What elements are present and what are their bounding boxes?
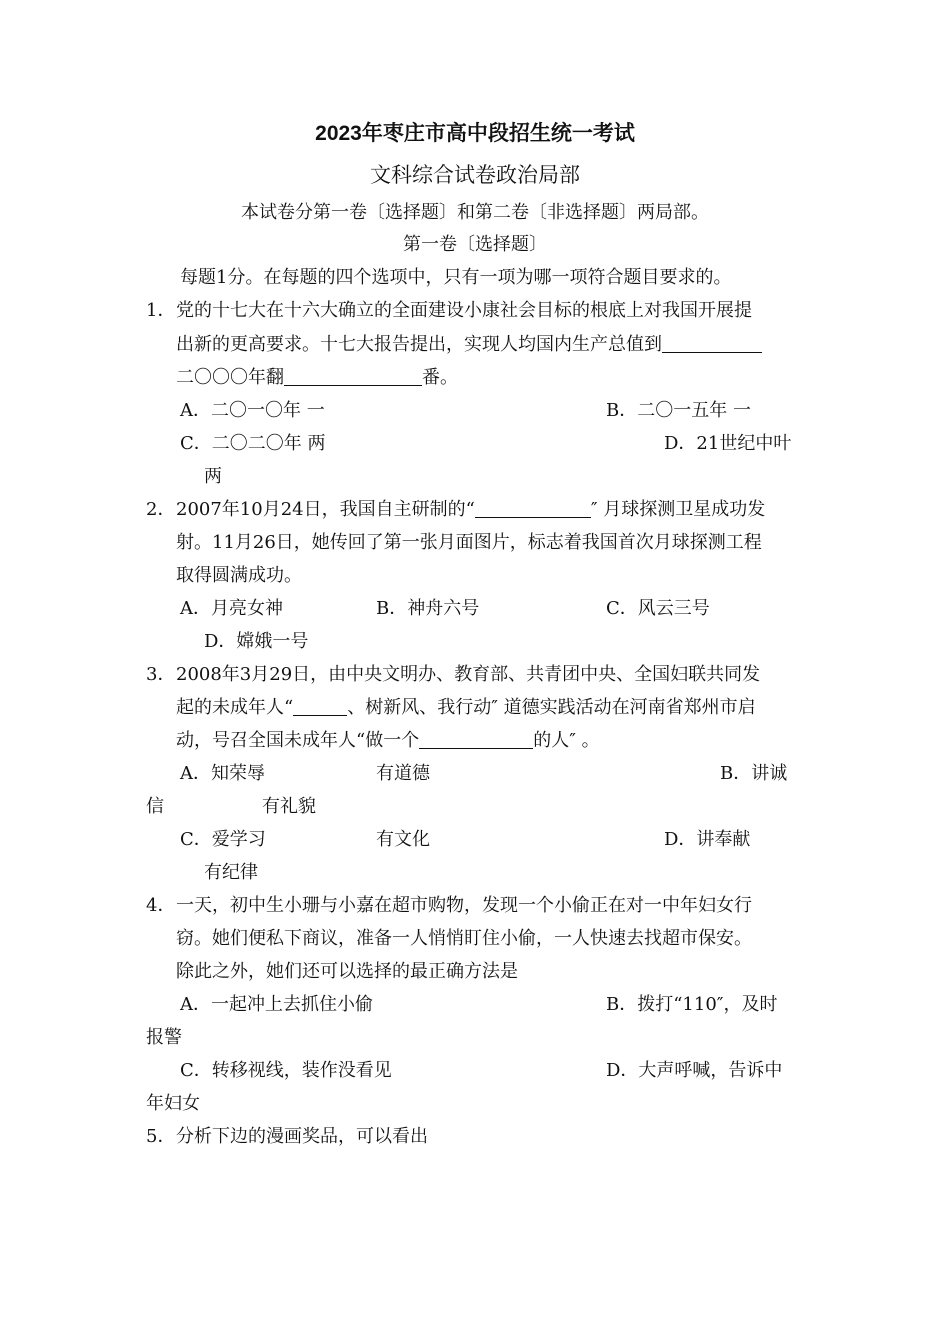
q2-line1-text-a: 2007年10月24日，我国自主研制的“ — [176, 499, 475, 520]
q2-line3: 取得圆满成功。 — [176, 565, 302, 586]
q1-option-d-cont: 两 — [204, 466, 222, 487]
q1-line3-text-b: 番。 — [422, 367, 458, 388]
q1-option-a: A．二〇一〇年 一 — [180, 400, 325, 421]
q3-line3-text-b: 的人″ 。 — [533, 730, 600, 751]
q3-line2-text-a: 起的未成年人“ — [176, 697, 294, 718]
q4-option-d: D．大声呼喊，告诉中 — [606, 1060, 783, 1081]
q4-number: 4． — [146, 895, 176, 916]
q1-line2-text: 出新的更高要求。十七大报告提出，实现人均国内生产总值到 — [176, 334, 662, 355]
q4-option-d-cont: 年妇女 — [146, 1093, 200, 1114]
q3-option-a-detail: 有道德 — [376, 763, 430, 784]
q3-blank-1 — [293, 697, 347, 716]
instruction-text: 每题1分。在每题的四个选项中，只有一项为哪一项符合题目要求的。 — [180, 267, 732, 288]
q3-option-b-cont: 信 — [146, 796, 164, 817]
q1-blank-1 — [662, 334, 762, 353]
q2-option-a: A．月亮女神 — [180, 598, 283, 619]
exam-intro: 本试卷分第一卷〔选择题〕和第二卷〔非选择题〕两局部。 — [241, 202, 709, 223]
q5-number: 5． — [146, 1126, 176, 1147]
q1-line2 — [176, 333, 762, 357]
q2-option-d: D．嫦娥一号 — [204, 631, 309, 652]
q4-option-a: A．一起冲上去抓住小偷 — [180, 994, 373, 1015]
q4-line3: 除此之外，她们还可以选择的最正确方法是 — [176, 961, 518, 982]
exam-subtitle: 文科综合试卷政治局部 — [370, 163, 580, 187]
q3-option-b-detail: 有礼貌 — [262, 796, 316, 817]
q3-blank-2 — [419, 730, 533, 749]
q1-blank-2 — [284, 367, 422, 386]
q2-line2: 射。11月26日，她传回了第一张月面图片，标志着我国首次月球探测工程 — [176, 532, 762, 553]
q1-line3-text-a: 二〇〇〇年翻 — [176, 367, 284, 388]
q4-option-b: B．拨打“110″，及时 — [606, 994, 778, 1015]
q1-line3 — [176, 366, 458, 390]
q5-line1: 分析下边的漫画奖品，可以看出 — [176, 1126, 428, 1147]
exam-title: 2023年枣庄市高中段招生统一考试 — [315, 122, 635, 145]
q3-line2 — [176, 696, 756, 720]
q2-number: 2． — [146, 499, 176, 520]
q2-blank — [475, 499, 591, 518]
q3-line3-text-a: 动，号召全国未成年人“做一个 — [176, 730, 420, 751]
q3-option-a: A．知荣辱 — [180, 763, 265, 784]
q4-option-b-cont: 报警 — [146, 1027, 182, 1048]
q3-option-d-detail: 有纪律 — [204, 862, 258, 883]
q2-option-c: C．风云三号 — [606, 598, 710, 619]
q2-line1-text-b: ″ 月球探测卫星成功发 — [590, 499, 766, 520]
q4-line1: 一天，初中生小珊与小嘉在超市购物，发现一个小偷正在对一中年妇女行 — [176, 895, 752, 916]
q3-option-b: B．讲诚 — [720, 763, 788, 784]
section-heading: 第一卷〔选择题〕 — [403, 234, 547, 255]
q3-line2-text-b: 、树新风、我行动″ 道德实践活动在河南省郑州市启 — [347, 697, 756, 718]
q2-line1 — [176, 498, 765, 522]
q3-line1: 2008年3月29日，由中央文明办、教育部、共青团中央、全国妇联共同发 — [176, 664, 761, 685]
q2-option-b: B．神舟六号 — [376, 598, 480, 619]
q1-option-b: B．二〇一五年 一 — [606, 400, 751, 421]
q1-option-c: C．二〇二〇年 两 — [180, 433, 326, 454]
q1-line1: 党的十七大在十六大确立的全面建设小康社会目标的根底上对我国开展提 — [176, 300, 752, 321]
q3-option-d: D．讲奉献 — [664, 829, 751, 850]
q3-line3 — [176, 729, 600, 753]
q3-option-c-detail: 有文化 — [376, 829, 430, 850]
q3-number: 3． — [146, 664, 176, 685]
q4-option-c: C．转移视线，装作没看见 — [180, 1060, 392, 1081]
q1-option-d: D．21世纪中叶 — [664, 433, 792, 454]
q1-number: 1． — [146, 300, 176, 321]
q3-option-c: C．爱学习 — [180, 829, 266, 850]
q4-line2: 窃。她们便私下商议，准备一人悄悄盯住小偷，一人快速去找超市保安。 — [176, 928, 752, 949]
